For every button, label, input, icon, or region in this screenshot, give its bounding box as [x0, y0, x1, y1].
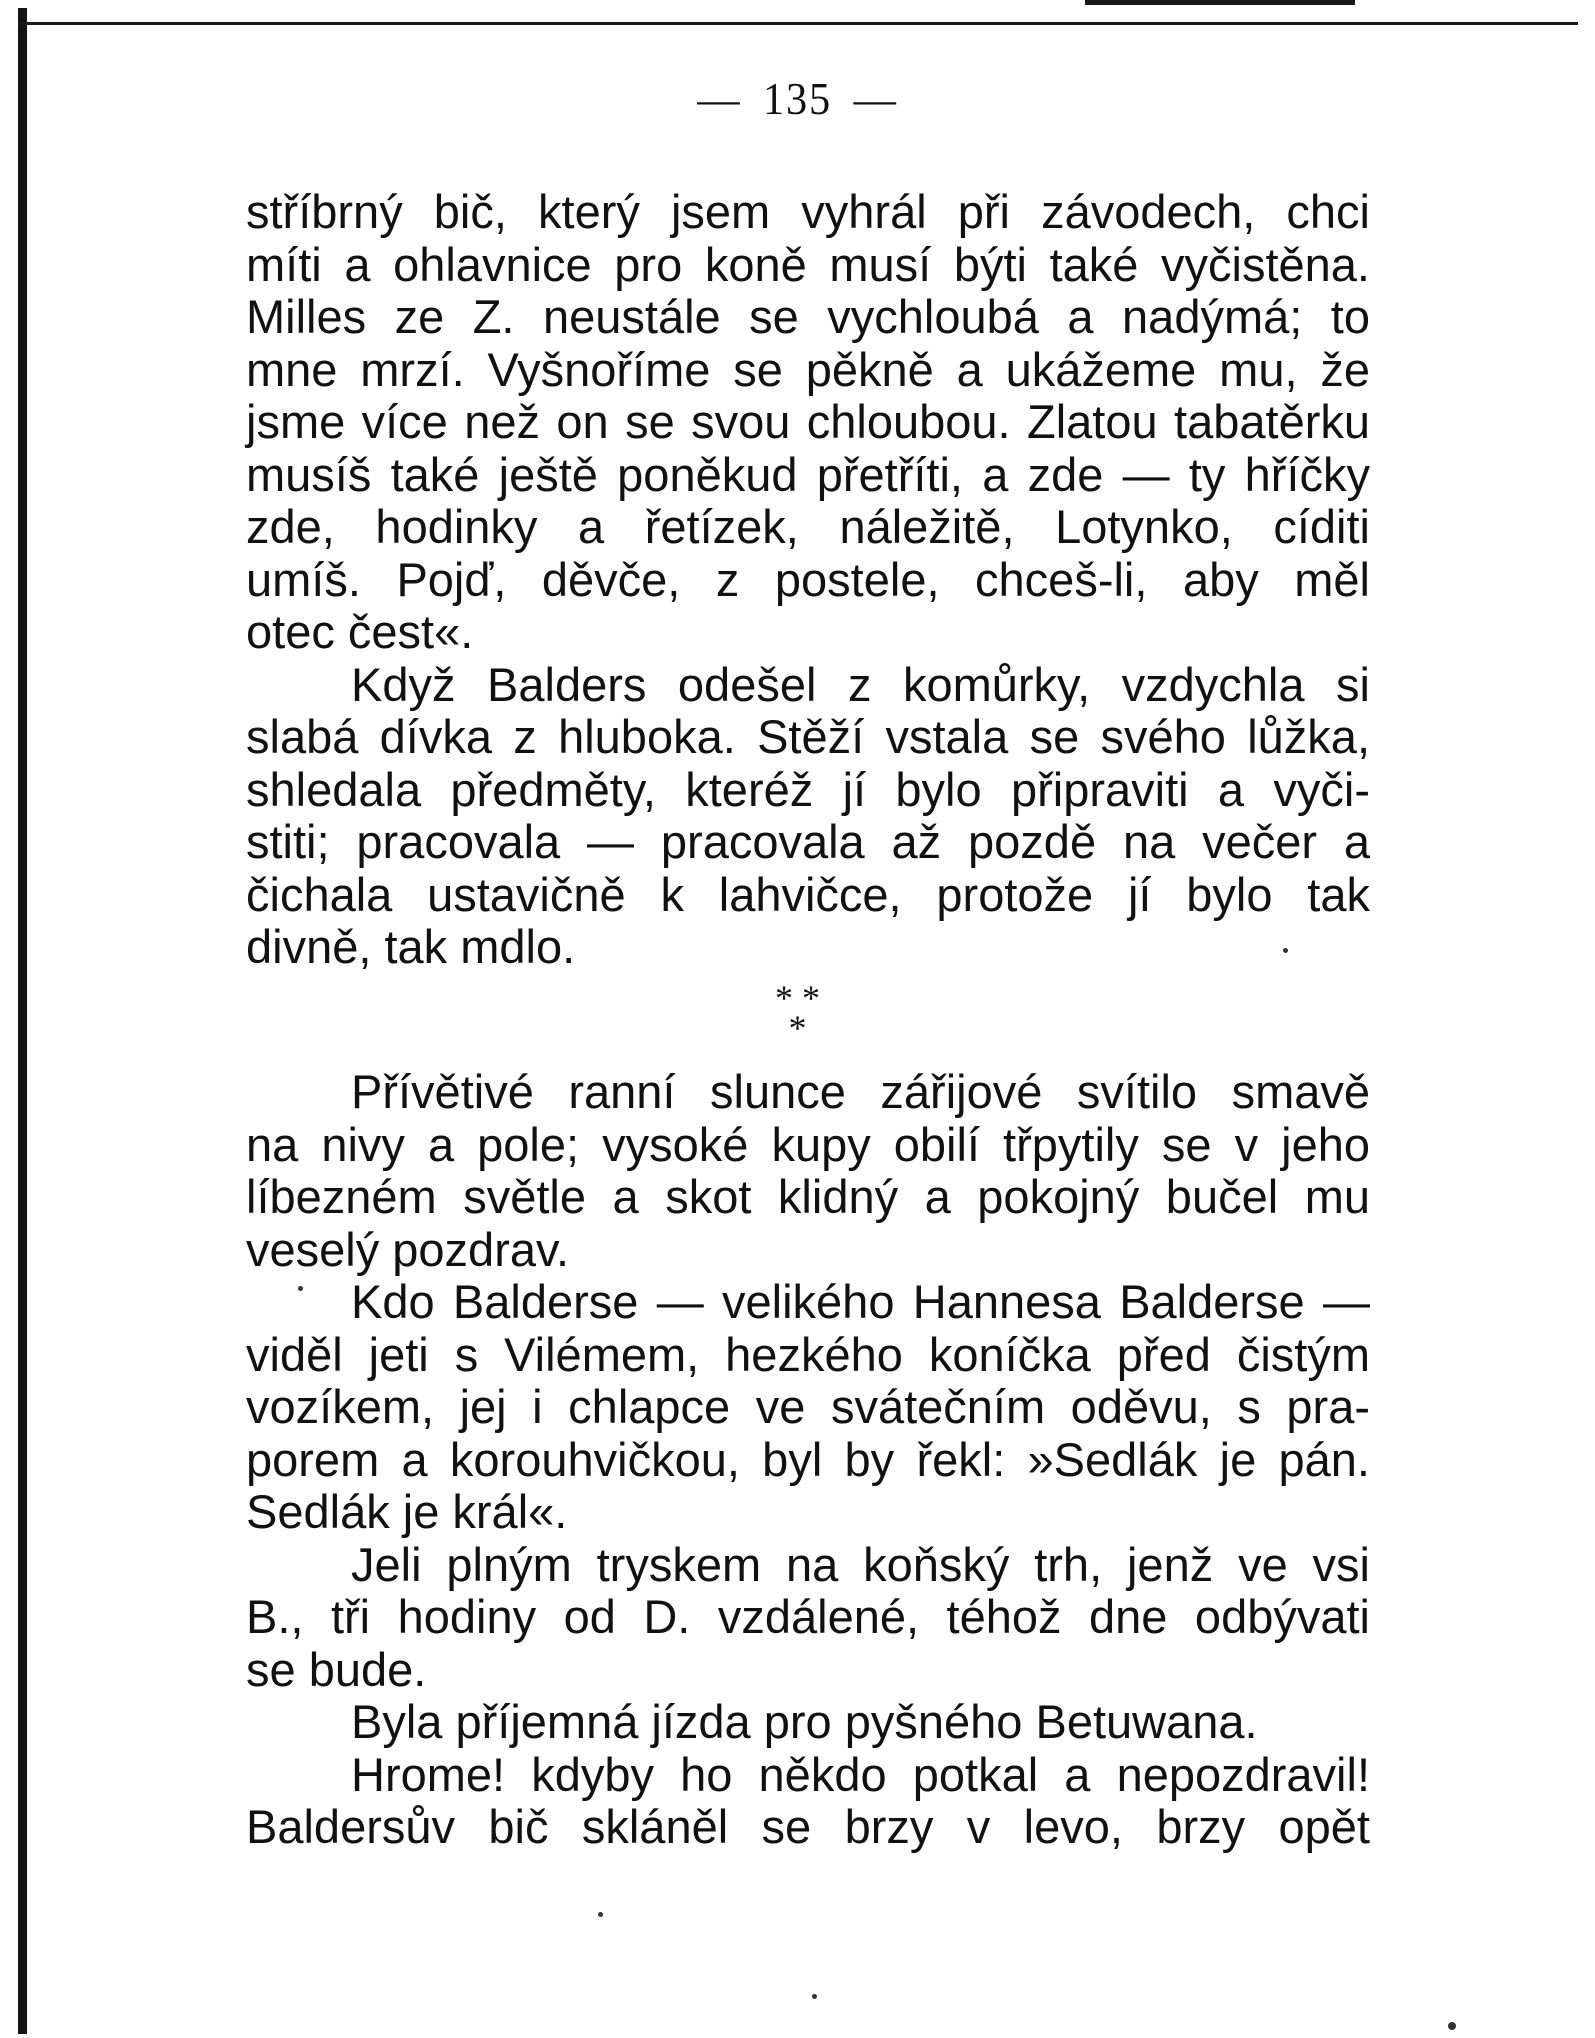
- scan-border-top-accent: [1085, 0, 1355, 5]
- scan-speck: [598, 1912, 603, 1917]
- section-separator-bottom: *: [788, 1008, 807, 1048]
- scan-speck: [1283, 948, 1288, 953]
- page-number-dash-left: —: [697, 73, 742, 124]
- text-line: slabá dívka z hluboka. Stěží vstala se svého lůžka,: [246, 710, 1370, 763]
- text-line: Byla příjemná jízda pro pyšného Betuwana.: [351, 1695, 1258, 1748]
- text-line: otec čest«.: [246, 605, 474, 658]
- text-line: mne mrzí. Vyšnoříme se pěkně a ukážeme mu, že: [246, 342, 1370, 396]
- text-line: na nivy a pole; vysoké kupy obilí třpytily se v jeho: [246, 1117, 1370, 1171]
- page-number-value: 135: [763, 73, 832, 124]
- text-block-1: [246, 186, 1370, 974]
- page-number: [64, 72, 1531, 125]
- text-line: zde, hodinky a řetízek, náležitě, Lotynko, cíditi: [246, 500, 1370, 553]
- text-line: porem a korouhvičkou, byl by řekl: »Sedlák je pán.: [246, 1432, 1370, 1486]
- text-line: Sedlák je král«.: [246, 1485, 568, 1538]
- text-line: míti a ohlavnice pro koně musí býti také vyčistěna.: [246, 237, 1370, 291]
- scan-speck: [1448, 2022, 1456, 2030]
- section-separator-top: * *: [775, 978, 820, 1018]
- text-line: Přívětivé ranní slunce zářijové svítilo smavě: [351, 1065, 1370, 1118]
- text-line: Baldersův bič skláněl se brzy v levo, brzy opět: [246, 1800, 1370, 1853]
- text-line: shledala předměty, kteréž jí bylo připraviti a vyči-: [246, 762, 1370, 816]
- text-block-2: [246, 1066, 1370, 1854]
- text-line: musíš také ještě poněkud přetříti, a zde — ty hříčky: [246, 447, 1370, 501]
- text-line: stříbrný bič, který jsem vyhrál při závodech, chci: [246, 185, 1370, 238]
- text-line: čichala ustavičně k lahvičce, protože jí bylo tak: [246, 867, 1370, 921]
- page-number-dash-right: —: [853, 73, 898, 124]
- text-line: Jeli plným tryskem na koňský trh, jenž ve vsi: [351, 1537, 1370, 1591]
- text-line: veselý pozdrav.: [246, 1222, 570, 1276]
- text-line: vozíkem, jej i chlapce ve svátečním oděvu, s pra-: [246, 1380, 1370, 1433]
- text-line: viděl jeti s Vilémem, hezkého koníčka před čistým: [246, 1327, 1370, 1381]
- text-line: jsme více než on se svou chloubou. Zlatou tabatěrku: [246, 395, 1370, 448]
- text-line: stiti; pracovala — pracovala až pozdě na večer a: [246, 815, 1370, 868]
- text-line: se bude.: [246, 1642, 427, 1696]
- text-line: Kdo Balderse — velikého Hannesa Balderse —: [351, 1275, 1370, 1328]
- text-line: umíš. Pojď, děvče, z postele, chceš-li, aby měl: [246, 552, 1370, 606]
- text-line: B., tři hodiny od D. vzdálené, téhož dne odbývati: [246, 1590, 1370, 1643]
- text-line: Hrome! kdyby ho někdo potkal a nepozdravil!: [351, 1747, 1370, 1801]
- text-line: divně, tak mdlo.: [246, 920, 576, 973]
- text-line: líbezném světle a skot klidný a pokojný bučel mu: [246, 1170, 1370, 1223]
- scan-border-top: [18, 22, 1578, 25]
- scan-speck: [298, 1286, 303, 1291]
- text-line: Když Balders odešel z komůrky, vzdychla si: [351, 657, 1370, 711]
- scan-speck: [812, 1994, 817, 1999]
- text-line: Milles ze Z. neustále se vychloubá a nadýmá; to: [246, 290, 1370, 343]
